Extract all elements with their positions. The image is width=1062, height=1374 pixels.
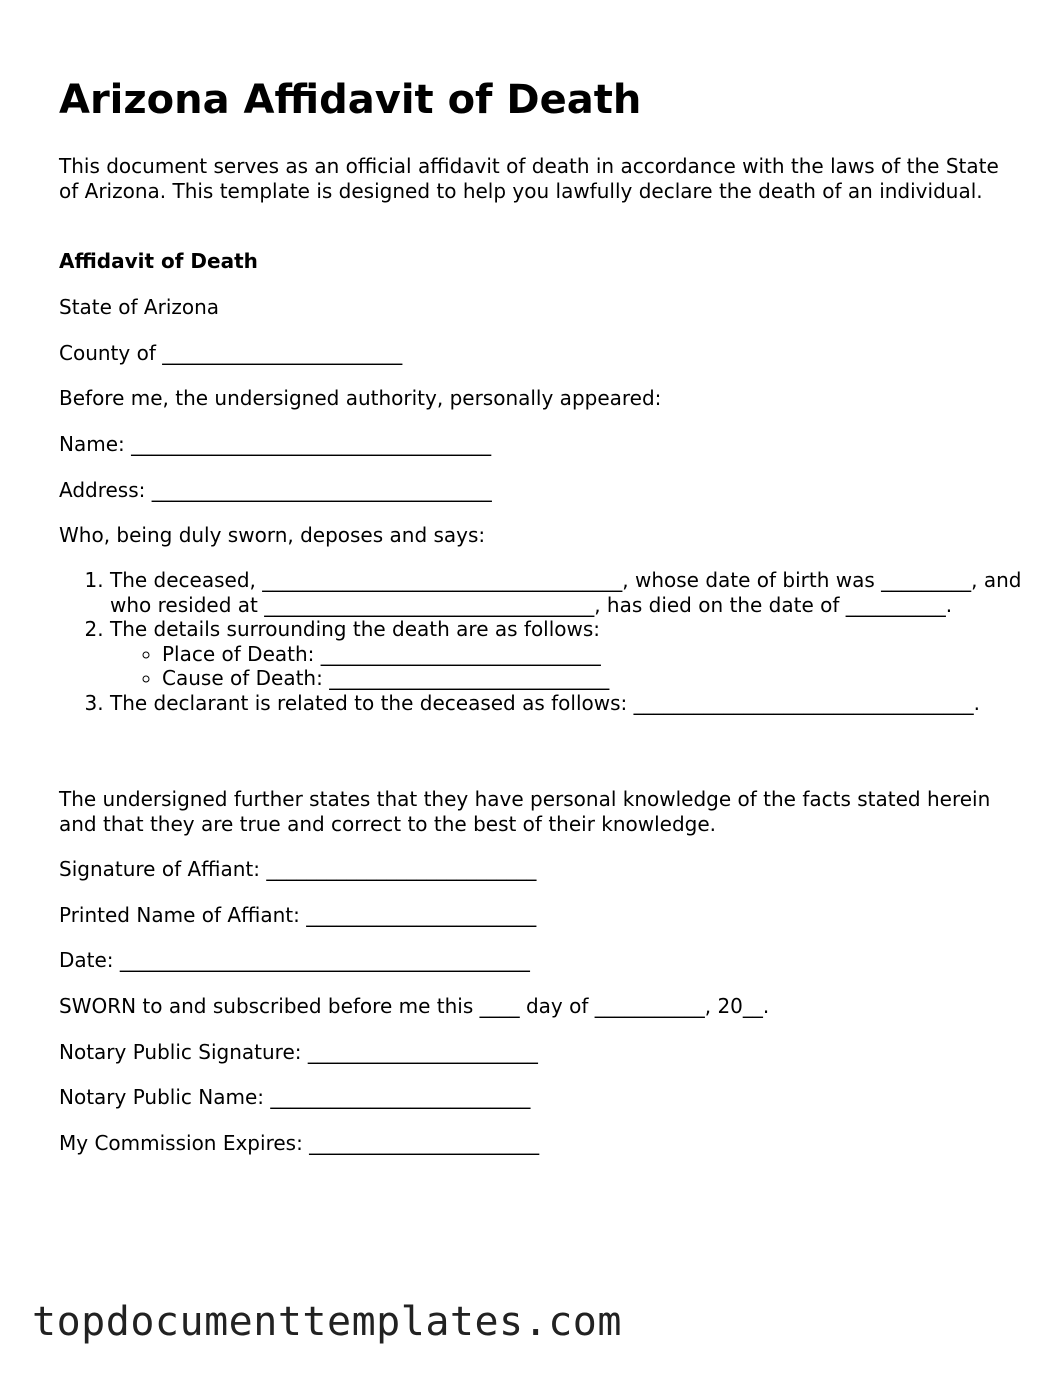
- notary-name-field: Notary Public Name: __________________________: [59, 1085, 531, 1109]
- declaration-item-deceased: [110, 568, 1060, 617]
- death-details-label: The details surrounding the death are as follows:: [110, 617, 601, 641]
- declaration-list: [59, 568, 1060, 715]
- name-field: Name: ____________________________________: [59, 432, 492, 456]
- county-field: County of ________________________: [59, 341, 403, 365]
- relationship-field: The declarant is related to the deceased as follows: __________________________________.: [110, 690, 980, 715]
- address-field: Address: __________________________________: [59, 478, 492, 502]
- intro-paragraph: This document serves as an official affidavit of death in accordance with the laws of the State of Arizona. This template is designed to help you lawfully declare the death of an individual.: [59, 154, 999, 203]
- state-line: State of Arizona: [59, 295, 220, 319]
- place-of-death-field: ◦ Place of Death: ____________________________: [162, 642, 1060, 667]
- date-field: Date: _________________________________________: [59, 948, 530, 972]
- notary-signature-field: Notary Public Signature: _______________________: [59, 1040, 538, 1064]
- printed-name-of-affiant-field: Printed Name of Affiant: _______________________: [59, 903, 537, 927]
- sworn-subscribed-line: SWORN to and subscribed before me this ____ day of ___________, 20__.: [59, 994, 770, 1018]
- commission-expires-field: My Commission Expires: _______________________: [59, 1131, 540, 1155]
- declaration-item-death-details: [110, 617, 1060, 691]
- further-states-paragraph: The undersigned further states that they have personal knowledge of the facts stated herein and that they are true and correct to the best of their knowledge.: [59, 787, 991, 836]
- site-watermark: topdocumenttemplates.com: [32, 1299, 622, 1345]
- death-details-list: [110, 642, 1060, 691]
- deceased-details: The deceased, ____________________________________, whose date of birth was _________, and who resided at _________________________________, has died on the date of __________.: [110, 568, 1022, 617]
- before-me-statement: Before me, the undersigned authority, personally appeared:: [59, 386, 662, 410]
- sworn-statement: Who, being duly sworn, deposes and says:: [59, 523, 486, 547]
- signature-of-affiant-field: Signature of Affiant: ___________________________: [59, 857, 537, 881]
- cause-of-death-field: ◦ Cause of Death: ____________________________: [162, 666, 1060, 691]
- section-heading: Affidavit of Death: [59, 249, 258, 273]
- page-title: Arizona Affidavit of Death: [59, 77, 642, 123]
- declaration-item-relationship: [110, 691, 1060, 716]
